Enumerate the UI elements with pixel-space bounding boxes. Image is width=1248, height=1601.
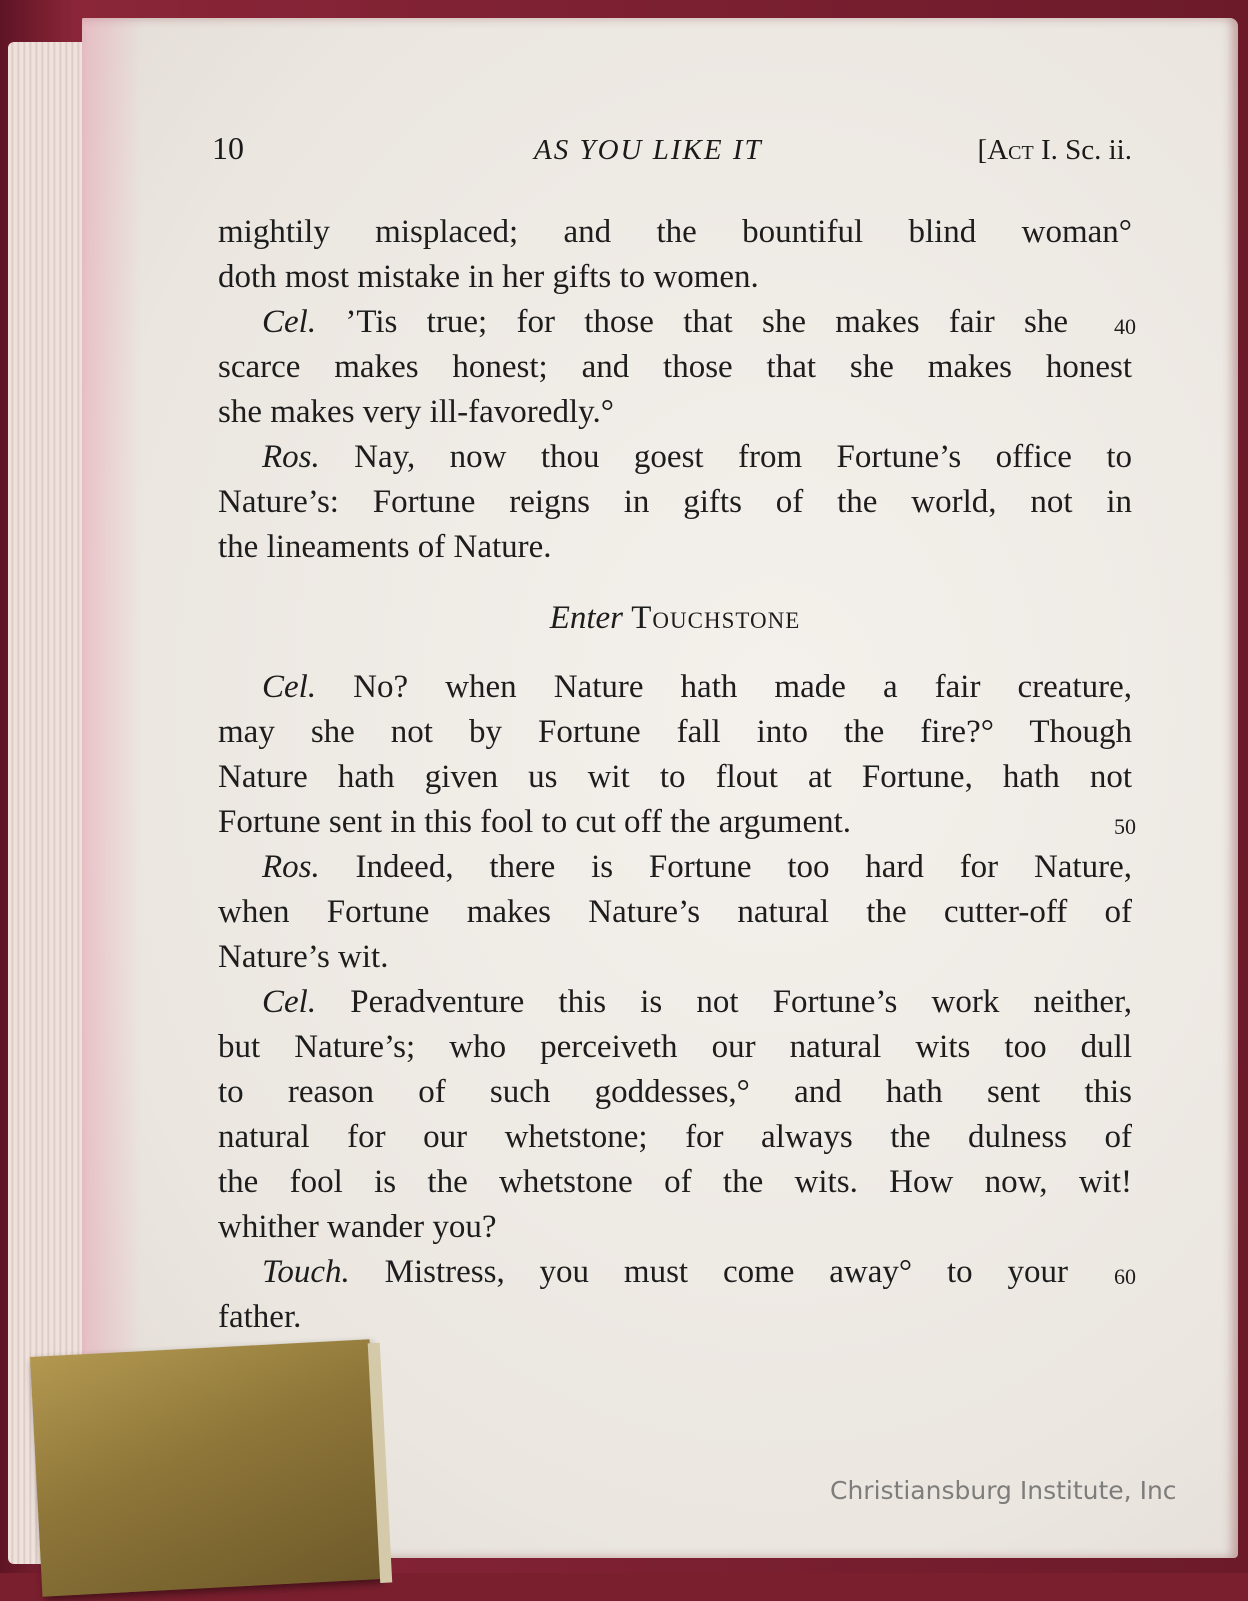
line-text: Peradventure this is not Fortune’s work neither, [316,984,1132,1020]
text-line [218,845,1132,890]
text-line [218,210,1132,255]
speaker-name: Cel. [262,304,317,340]
line-text: doth most mistake in her gifts to women. [218,259,759,295]
text-line [218,1115,1132,1160]
line-text: whither wander you? [218,1209,497,1245]
text-line [218,1025,1132,1070]
speaker-name: Cel. [262,669,317,705]
line-text: Fortune sent in this fool to cut off the argument. [218,804,852,840]
line-text: the lineaments of Nature. [218,529,552,565]
page-number: 10 [212,130,244,166]
stage-direction [218,596,1132,641]
line-number: 50 [1114,814,1136,839]
text-line [218,480,1132,525]
line-text: she makes very ill-favoredly.° [218,394,614,430]
line-text: natural for our whetstone; for always the dulness of [218,1119,1132,1155]
text-line [218,525,1132,570]
line-text: ’Tis true; for those that she makes fair she [316,304,1068,340]
speaker-name: Touch. [262,1254,350,1290]
act-scene [978,134,1132,167]
speaker-name: Cel. [262,984,317,1020]
line-text: father. [218,1299,302,1335]
text-line [218,755,1132,800]
line-text: but Nature’s; who perceiveth our natural wits too dull [218,1029,1132,1065]
text-line [218,255,1132,300]
line-text: scarce makes honest; and those that she makes honest [218,349,1132,385]
text-line [218,1070,1132,1115]
scene-label: I. Sc. ii. [1033,134,1132,166]
watermark: Christiansburg Institute, Inc [830,1476,1177,1505]
text-line [218,665,1132,710]
text-block-2 [218,665,1136,1340]
bookmark-tab [30,1339,382,1596]
text-line [218,1295,1132,1340]
text-line [218,1160,1132,1205]
line-text: Indeed, there is Fortune too hard for Nature, [319,849,1132,885]
line-text: Nay, now thou goest from Fortune’s office to [319,439,1132,475]
line-text: Mistress, you must come away° to your [349,1254,1068,1290]
text-line [218,800,1136,845]
line-text: when Fortune makes Nature’s natural the cutter-off of [218,894,1132,930]
page-header [212,130,1132,174]
act-label: Act [987,134,1034,166]
line-number: 60 [1114,1264,1136,1289]
line-text: the fool is the whetstone of the wits. How now, wit! [218,1164,1132,1200]
stage-direction-name: Touchstone [631,600,801,636]
text-line [218,980,1132,1025]
text-line [218,1205,1132,1250]
text-line [218,345,1132,390]
line-text: Nature hath given us wit to flout at Fortune, hath not [218,759,1132,795]
play-text [218,210,1136,1340]
text-line [218,935,1132,980]
text-line [218,1250,1136,1295]
line-number: 40 [1114,314,1136,339]
text-line [218,890,1132,935]
text-line [218,390,1132,435]
line-text: mightily misplaced; and the bountiful blind woman° [218,214,1132,250]
line-text: No? when Nature hath made a fair creature, [316,669,1132,705]
running-title: AS YOU LIKE IT [534,134,763,166]
bracket: [ [977,134,988,166]
text-block-1 [218,210,1136,570]
line-text: Nature’s wit. [218,939,389,975]
text-line [218,710,1132,755]
line-text: to reason of such goddesses,° and hath sent this [218,1074,1132,1110]
line-text: Nature’s: Fortune reigns in gifts of the world, not in [218,484,1132,520]
text-line [218,300,1136,345]
text-line [218,435,1132,480]
stage-direction-verb: Enter [549,600,624,636]
line-text: may she not by Fortune fall into the fire?° Though [218,714,1132,750]
speaker-name: Ros. [262,439,320,475]
speaker-name: Ros. [262,849,320,885]
